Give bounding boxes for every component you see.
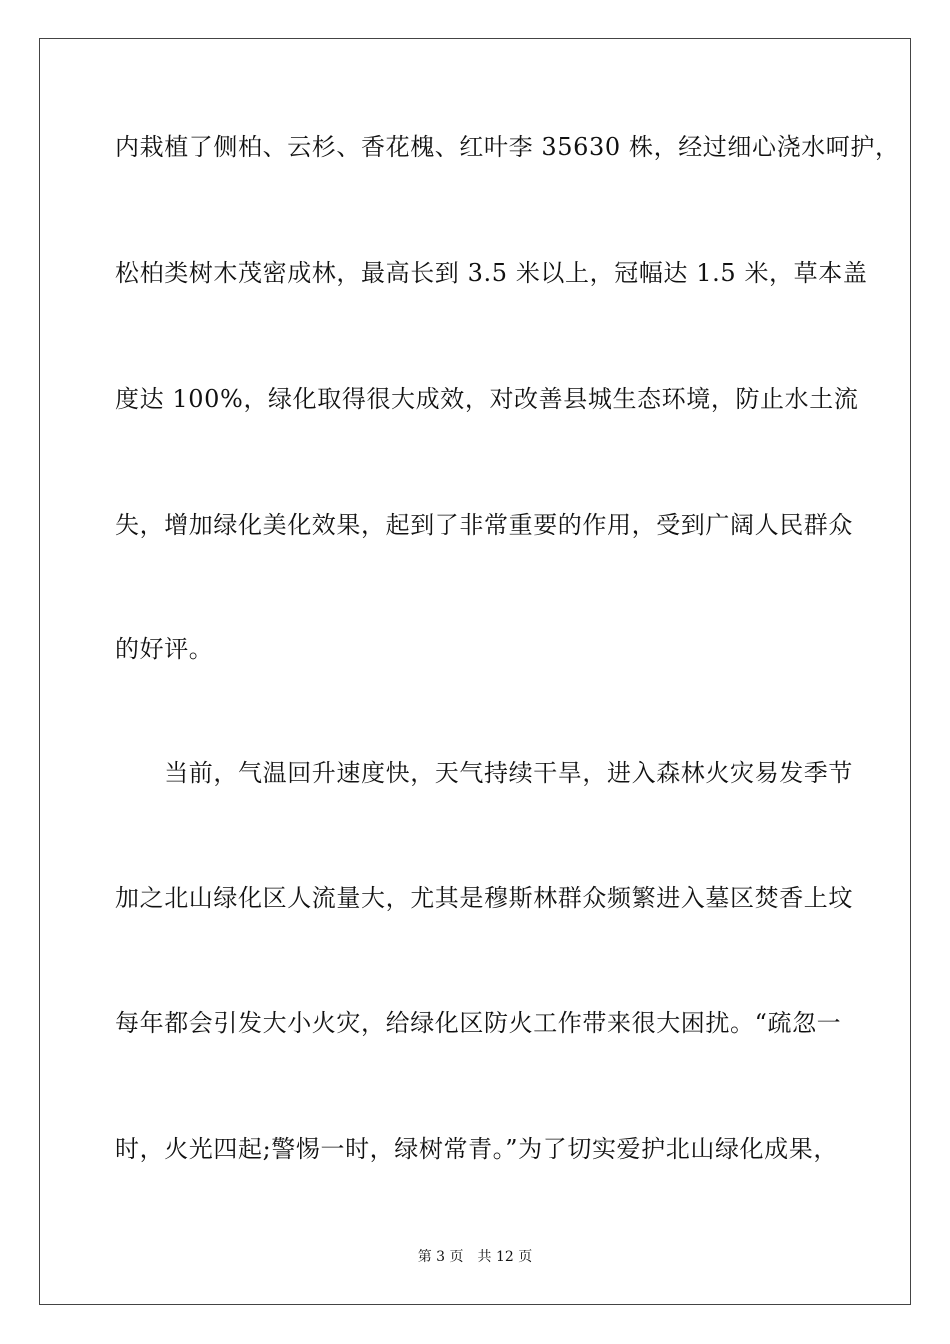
text-line-9: 时，火光四起;警惕一时，绿树常青。”为了切实爱护北山绿化成果， (115, 1135, 838, 1163)
text-line-6: 当前，气温回升速度快，天气持续干旱，进入森林火灾易发季节 (115, 759, 853, 787)
text-line-8: 每年都会引发大小火灾，给绿化区防火工作带来很大困扰。“疏忽一 (115, 1009, 842, 1037)
text-line-3: 度达 100%，绿化取得很大成效，对改善县城生态环境，防止水土流 (115, 385, 859, 413)
text-line-1: 内栽植了侧柏、云杉、香花槐、红叶李 35630 株，经过细心浇水呵护， (115, 133, 900, 161)
text-line-4: 失，增加绿化美化效果，起到了非常重要的作用，受到广阔人民群众 (115, 511, 853, 539)
page-footer (0, 1248, 950, 1266)
page-number-total: 共 12 页 (477, 1249, 533, 1265)
text-line-2: 松柏类树木茂密成林，最高长到 3.5 米以上，冠幅达 1.5 米，草本盖 (115, 259, 868, 287)
text-line-5: 的好评。 (115, 635, 214, 663)
page-number-current: 第 3 页 (417, 1249, 464, 1265)
text-line-7: 加之北山绿化区人流量大，尤其是穆斯林群众频繁进入墓区焚香上坟 (115, 884, 853, 912)
page-frame (39, 38, 911, 1305)
